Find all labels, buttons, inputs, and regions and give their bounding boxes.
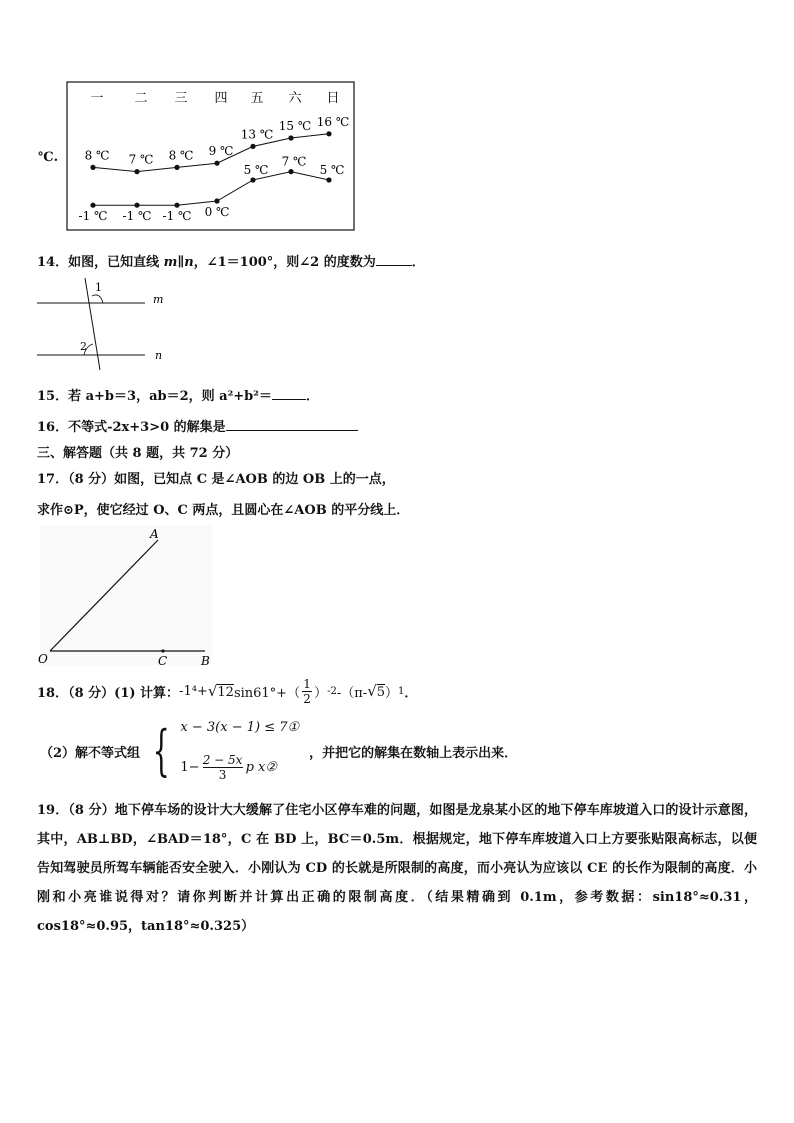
low-temperature-point bbox=[90, 203, 95, 208]
inequality-system bbox=[180, 720, 299, 782]
inequality-1: x − 3(x − 1) ≤ 7① bbox=[180, 720, 300, 735]
low-temperature-label: -1 ℃ bbox=[122, 209, 152, 224]
high-temperature-point bbox=[288, 135, 293, 140]
question-14 bbox=[37, 251, 425, 270]
question-19 bbox=[37, 796, 757, 941]
question-15 bbox=[37, 385, 319, 404]
parallel-lines-figure bbox=[0, 270, 220, 370]
q18-part2-lead: （2）解不等式组 bbox=[40, 745, 141, 761]
inequality-2-numerator: 2 − 5x bbox=[202, 753, 243, 767]
low-temperature-label: -1 ℃ bbox=[78, 209, 108, 224]
inequality-2-right: p x② bbox=[245, 760, 278, 775]
sqrt-5: √ 5 bbox=[367, 682, 386, 700]
question-18-part-1 bbox=[37, 672, 417, 710]
q18-term-3: ） bbox=[314, 685, 328, 701]
low-temperature-label: 7 ℃ bbox=[281, 154, 307, 169]
angle-2-label: 2 bbox=[80, 340, 87, 353]
q18-exponent-1: -2 bbox=[327, 685, 337, 697]
q14-answer-blank[interactable] bbox=[376, 265, 412, 266]
inequality-2-left: 1− bbox=[180, 760, 200, 775]
question-17-line-1 bbox=[37, 468, 395, 487]
label-b: B bbox=[201, 654, 210, 668]
high-temperature-point bbox=[214, 161, 219, 166]
low-temperature-label: 5 ℃ bbox=[243, 163, 269, 177]
temperature-unit-label: ℃. bbox=[38, 150, 59, 165]
q18-term-2: sin61°+（ bbox=[233, 685, 301, 701]
low-temperature-point bbox=[326, 177, 331, 182]
high-temperature-label: 16 ℃ bbox=[316, 114, 350, 129]
high-temperature-point bbox=[326, 131, 331, 136]
point-c bbox=[161, 649, 164, 652]
day-label: 一 bbox=[90, 91, 104, 106]
temperature-chart bbox=[0, 0, 794, 240]
low-temperature-point bbox=[174, 203, 179, 208]
q14-parallel: m∥n bbox=[163, 255, 194, 270]
high-temperature-label: 7 ℃ bbox=[128, 152, 154, 167]
angle-aob-figure bbox=[0, 520, 240, 670]
low-temperature-point bbox=[214, 198, 219, 203]
line-n-label: n bbox=[155, 349, 163, 362]
sqrt-12: √ 12 bbox=[207, 682, 234, 700]
question-18-part-2 bbox=[40, 716, 517, 786]
inequality-2-denominator: 3 bbox=[218, 768, 227, 782]
low-temperature-point bbox=[250, 177, 255, 182]
section-3-title bbox=[37, 442, 238, 461]
low-temperature-point bbox=[134, 203, 139, 208]
q17-text-1: 17．（8 分）如图，已知点 C 是∠AOB 的边 OB 上的一点， bbox=[37, 472, 395, 487]
high-temperature-point bbox=[90, 165, 95, 170]
day-label: 二 bbox=[134, 91, 148, 106]
q18-exponent-2: 1 bbox=[398, 685, 405, 697]
q14-text-2: ，∠1＝100°，则∠2 的度数为 bbox=[193, 255, 376, 270]
q14-end: ． bbox=[411, 255, 425, 270]
q18-term-1: -1⁴+ bbox=[179, 683, 208, 699]
high-temperature-point bbox=[250, 144, 255, 149]
day-label: 日 bbox=[326, 91, 340, 106]
left-brace: { bbox=[152, 719, 170, 782]
q19-text: 19．（8 分）地下停车场的设计大大缓解了住宅小区停车难的问题，如图是龙泉某小区的地下停车库坡道入口的设计示意图，其中，AB⊥BD，∠BAD＝18°，C 在 BD 上，BC＝0.5m．根据规定，地下停车库坡道入口上方要张贴限高标志，以便告知驾驶员所驾车辆能否安全驶入．小刚认为 CD 的长就是所限制的高度，而小亮认为应该以 CE 的长作为限制的高度．小刚和小亮谁说得对？请你判断并计算出正确的限制高度．（结果精确到 0.1m，参考数据：sin18°≈0.31，cos18°≈0.95，tan18°≈0.325） bbox=[37, 803, 757, 934]
section-3-title-text: 三、解答题（共 8 题，共 72 分） bbox=[37, 446, 239, 461]
low-temperature-label: -1 ℃ bbox=[162, 209, 192, 224]
high-temperature-point bbox=[134, 169, 139, 174]
question-16 bbox=[37, 416, 358, 435]
low-temperature-point bbox=[288, 169, 293, 174]
fraction-one-half bbox=[302, 677, 312, 706]
day-label: 三 bbox=[174, 91, 188, 106]
day-label: 五 bbox=[250, 91, 264, 106]
label-c: C bbox=[158, 654, 168, 668]
angle-1-arc bbox=[92, 295, 103, 303]
q17-text-2: 求作⊙P，使它经过 O、C 两点，且圆心在∠AOB 的平分线上． bbox=[37, 503, 410, 518]
day-label: 四 bbox=[214, 91, 228, 106]
angle-1-label: 1 bbox=[95, 281, 102, 294]
label-a: A bbox=[150, 527, 159, 541]
q15-text: 15．若 a+b＝3，ab＝2，则 a²+b²＝ bbox=[37, 389, 272, 404]
line-m-label: m bbox=[153, 293, 164, 306]
sqrt-5-radicand: 5 bbox=[376, 685, 386, 700]
label-o: O bbox=[38, 652, 48, 666]
question-17-line-2 bbox=[37, 499, 409, 518]
low-temperature-label: 5 ℃ bbox=[319, 163, 345, 177]
inequality-2-fraction bbox=[203, 753, 243, 782]
fraction-numerator: 1 bbox=[303, 676, 311, 691]
sqrt-12-radicand: 12 bbox=[217, 685, 234, 700]
inequality-2 bbox=[180, 753, 299, 782]
q15-answer-blank[interactable] bbox=[272, 399, 306, 400]
high-temperature-label: 13 ℃ bbox=[240, 127, 274, 142]
high-temperature-label: 8 ℃ bbox=[168, 148, 194, 163]
high-temperature-label: 15 ℃ bbox=[278, 119, 312, 133]
low-temperature-label: 0 ℃ bbox=[204, 205, 230, 219]
q18-term-5: ） bbox=[385, 685, 399, 701]
q15-end: ． bbox=[305, 389, 319, 404]
day-label: 六 bbox=[288, 91, 302, 106]
q16-text: 16．不等式-2x+3>0 的解集是 bbox=[37, 420, 226, 435]
high-temperature-label: 8 ℃ bbox=[84, 148, 110, 163]
q18-term-4: -（π- bbox=[336, 685, 368, 701]
q16-answer-blank[interactable] bbox=[226, 430, 358, 431]
q14-text-1: 14．如图，已知直线 bbox=[37, 255, 164, 270]
q18-end: ． bbox=[404, 685, 418, 701]
low-temperature-line bbox=[93, 172, 329, 206]
q18-lead: 18．（8 分）(1) 计算： bbox=[37, 685, 180, 701]
high-temperature-point bbox=[174, 165, 179, 170]
q18-part2-tail: ，并把它的解集在数轴上表示出来． bbox=[309, 745, 518, 761]
fraction-denominator: 2 bbox=[303, 691, 311, 706]
high-temperature-label: 9 ℃ bbox=[208, 144, 234, 159]
